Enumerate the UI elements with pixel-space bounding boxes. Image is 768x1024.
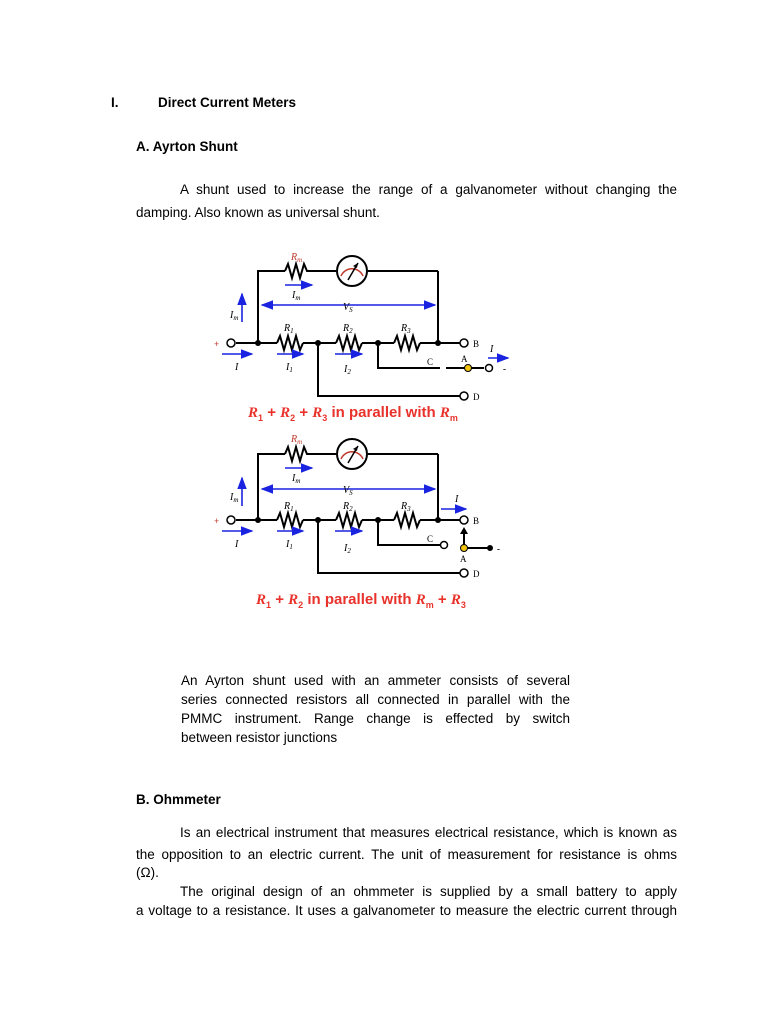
label-r2: R — [343, 501, 350, 512]
galvanometer-icon — [337, 439, 367, 469]
label-rm: R — [291, 434, 298, 445]
diagram-1-caption: $R_1 + R_2 + R_3$ in parallel with $R_m$ — [248, 404, 458, 423]
node-a: A — [460, 554, 467, 564]
node-c: C — [427, 357, 434, 367]
subsection-b-title: B. Ohmmeter — [136, 792, 221, 807]
label-im: I — [292, 290, 296, 301]
svg-text:R3: $R_3$ — [401, 323, 411, 335]
node-b: B — [473, 516, 480, 526]
label-r3: R — [401, 501, 408, 512]
ohmmeter-para1-line-1: Is an electrical instrument that measures electrical resistance, which is known as — [180, 825, 677, 840]
ayrton-desc-line-4: between resistor junctions — [181, 730, 338, 745]
node-b: B — [473, 339, 480, 349]
label-vs: V — [343, 485, 350, 496]
label-im: I — [292, 473, 296, 484]
label-i1: I — [286, 539, 290, 550]
svg-text:Im: $I_m$ — [230, 310, 239, 322]
ohmmeter-para2-line-1: The original design of an ohmmeter is supplied by a small battery to apply — [180, 884, 677, 899]
svg-text:R2: $R_2$ — [343, 323, 353, 335]
svg-text:Im: $I_m$ — [292, 473, 301, 485]
svg-text:Rm: $R_m$ — [291, 434, 303, 446]
svg-text:I1: $I_1$ — [286, 362, 293, 374]
svg-text:Im: $I_m$ — [230, 492, 239, 504]
label-i-out: I — [490, 344, 494, 355]
label-vs: V — [343, 302, 350, 313]
svg-text:VS: $V_S$ — [343, 302, 353, 314]
ayrton-desc-line-3: PMMC instrument. Range change is effected by switch — [181, 711, 570, 726]
svg-text:I1: $I_1$ — [286, 539, 293, 551]
label-i-in: I — [235, 362, 239, 373]
svg-text:Rm: $R_m$ — [291, 252, 303, 264]
label-i-out: I — [455, 494, 459, 505]
svg-text:R1: $R_1$ — [284, 323, 294, 335]
label-i2: I — [344, 364, 348, 375]
svg-text:R3: $R_3$ — [401, 501, 411, 513]
ohmmeter-para1-line-2: the opposition to an electric current. The unit of measurement for resistance is ohms — [136, 847, 677, 862]
ohmmeter-para2-line-2: a voltage to a resistance. It uses a galvanometer to measure the electric current through — [136, 903, 677, 918]
node-c: C — [427, 534, 434, 544]
diagram-2-caption: $R_1 + R_2$ in parallel with $R_m + R_3$ — [256, 591, 466, 610]
label-r3: R — [401, 323, 408, 334]
ayrton-intro-line-1: A shunt used to increase the range of a galvanometer without changing the — [180, 182, 677, 197]
label-i-in: I — [235, 539, 239, 550]
ayrton-shunt-diagram-1 — [210, 245, 530, 425]
section-title: Direct Current Meters — [158, 95, 297, 110]
label-r1: R — [284, 323, 291, 334]
terminal-plus: + — [214, 516, 220, 526]
node-a: A — [461, 354, 468, 364]
section-numeral: I. — [111, 95, 119, 110]
label-r1: R — [284, 501, 291, 512]
ayrton-desc-line-1: An Ayrton shunt used with an ammeter consists of several — [181, 673, 570, 688]
galvanometer-icon — [337, 256, 367, 286]
svg-text:R1: $R_1$ — [284, 501, 294, 513]
ayrton-shunt-diagram-2 — [210, 428, 530, 588]
subsection-a-title: A. Ayrton Shunt — [136, 139, 238, 154]
svg-text:R2: $R_2$ — [343, 501, 353, 513]
ayrton-desc-line-2: series connected resistors all connected in parallel with the — [181, 692, 570, 707]
node-d: D — [473, 392, 480, 402]
ohmmeter-para1-line-3: (Ω). — [136, 865, 159, 880]
terminal-plus: + — [214, 339, 220, 349]
label-i2: I — [344, 543, 348, 554]
svg-text:I2: $I_2$ — [344, 543, 351, 555]
terminal-minus: - — [503, 364, 506, 374]
label-im-side: I — [230, 492, 234, 503]
svg-text:Im: $I_m$ — [292, 290, 301, 302]
node-d: D — [473, 569, 480, 579]
ayrton-intro-line-2: damping. Also known as universal shunt. — [136, 205, 380, 220]
label-r2: R — [343, 323, 350, 334]
label-rm: R — [291, 252, 298, 263]
terminal-minus: - — [497, 544, 500, 554]
label-im-side: I — [230, 310, 234, 321]
svg-text:VS: $V_S$ — [343, 485, 353, 497]
svg-text:I2: $I_2$ — [344, 364, 351, 376]
label-i1: I — [286, 362, 290, 373]
